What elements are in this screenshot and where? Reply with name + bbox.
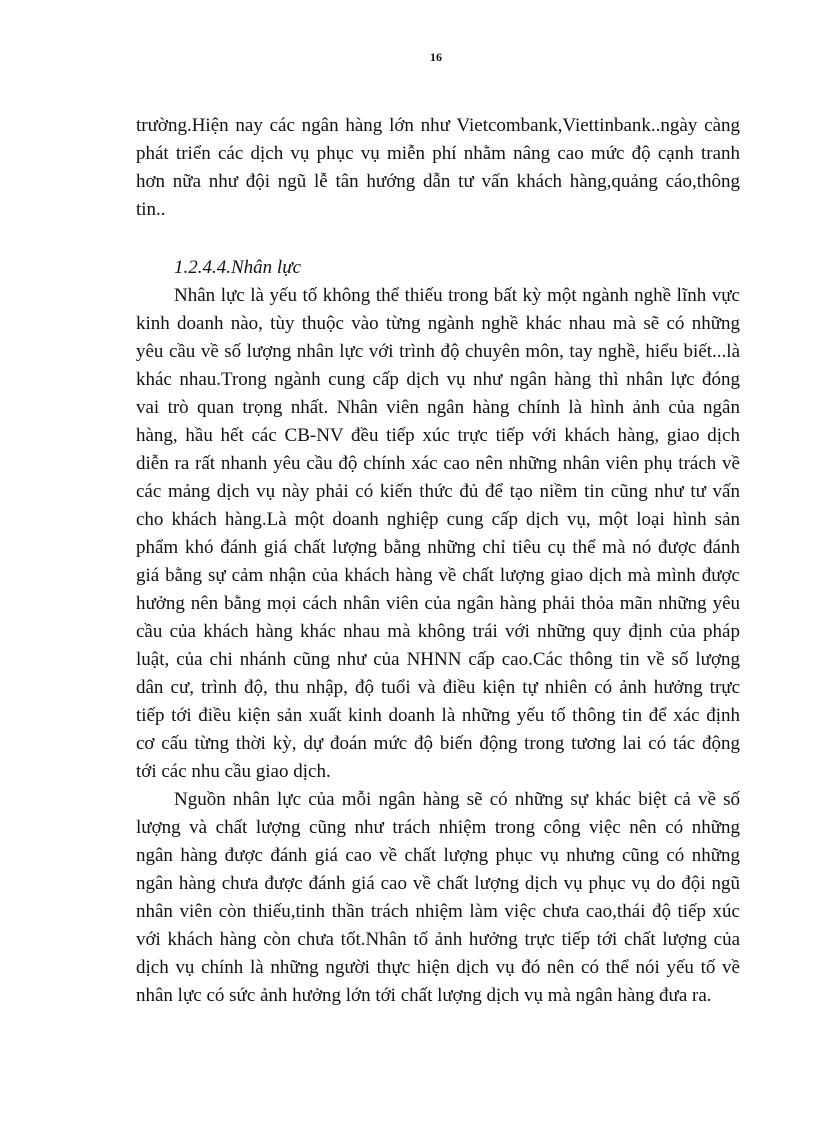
paragraph-line: vai trò quan trọng nhất. Nhân viên ngân hàng chính là hình ảnh của ngân — [136, 397, 740, 418]
paragraph-line: Nguồn nhân lực của mỗi ngân hàng sẽ có những sự khác biệt cả về số — [174, 789, 740, 810]
paragraph-line: với khách hàng còn chưa tốt.Nhân tố ảnh hưởng trực tiếp tới chất lượng của — [136, 929, 740, 950]
paragraph-line: hưởng nên bằng mọi cách nhân viên của ngân hàng phải thỏa mãn những yêu — [136, 593, 740, 614]
paragraph-line: giá bằng sự cảm nhận của khách hàng về chất lượng giao dịch mà mình được — [136, 565, 740, 586]
paragraph-line: tiếp tới điều kiện sản xuất kinh doanh là những yếu tố thông tin để xác định — [136, 705, 740, 726]
paragraph-line: trường.Hiện nay các ngân hàng lớn như Vietcombank,Viettinbank..ngày càng — [136, 115, 740, 136]
paragraph-line: ngân hàng được đánh giá cao về chất lượng phục vụ nhưng cũng có những — [136, 845, 740, 866]
section-heading: 1.2.4.4.Nhân lực — [174, 257, 301, 278]
paragraph-line: cầu của khách hàng khác nhau mà không trái với những quy định của pháp — [136, 621, 740, 642]
paragraph-line: kinh doanh nào, tùy thuộc vào từng ngành nghề khác nhau mà sẽ có những — [136, 313, 740, 334]
paragraph-line: luật, của chi nhánh cũng như của NHNN cấp cao.Các thông tin về số lượng — [136, 649, 740, 670]
page-number: 16 — [430, 50, 442, 64]
paragraph-line: dân cư, trình độ, thu nhập, độ tuổi và điều kiện tự nhiên có ảnh hưởng trực — [136, 677, 740, 698]
paragraph-line: ngân hàng chưa được đánh giá cao về chất lượng dịch vụ phục vụ do đội ngũ — [136, 873, 740, 894]
paragraph-line: hàng, hầu hết các CB-NV đều tiếp xúc trực tiếp với khách hàng, giao dịch — [136, 425, 740, 446]
paragraph-line: tin.. — [136, 199, 166, 220]
paragraph-line: khác nhau.Trong ngành cung cấp dịch vụ như ngân hàng thì nhân lực đóng — [136, 369, 740, 390]
paragraph-line: hơn nữa như đội ngũ lễ tân hướng dẫn tư vấn khách hàng,quảng cáo,thông — [136, 171, 740, 192]
paragraph-line: cho khách hàng.Là một doanh nghiệp cung cấp dịch vụ, một loại hình sản — [136, 509, 740, 530]
paragraph-line: phát triển các dịch vụ phục vụ miễn phí nhằm nâng cao mức độ cạnh tranh — [136, 143, 740, 164]
paragraph-line: lượng và chất lượng cũng như trách nhiệm trong công việc nên có những — [136, 817, 740, 838]
paragraph-line: nhân lực có sức ảnh hưởng lớn tới chất lượng dịch vụ mà ngân hàng đưa ra. — [136, 985, 712, 1006]
paragraph-line: nhân viên còn thiếu,tinh thần trách nhiệm làm việc chưa cao,thái độ tiếp xúc — [136, 901, 740, 922]
paragraph-line: Nhân lực là yếu tố không thể thiếu trong bất kỳ một ngành nghề lĩnh vực — [174, 285, 740, 306]
paragraph-line: cơ cấu từng thời kỳ, dự đoán mức độ biến động trong tương lai có tác động — [136, 733, 740, 754]
paragraph-line: yêu cầu về số lượng nhân lực với trình độ chuyên môn, tay nghề, hiểu biết...là — [136, 341, 740, 362]
paragraph-line: tới các nhu cầu giao dịch. — [136, 761, 331, 782]
paragraph-line: dịch vụ chính là những người thực hiện dịch vụ đó nên có thể nói yếu tố về — [136, 957, 740, 978]
paragraph-line: các mảng dịch vụ này phải có kiến thức đủ để tạo niềm tin cũng như tư vấn — [136, 481, 740, 502]
paragraph-line: phẩm khó đánh giá chất lượng bằng những chỉ tiêu cụ thể mà nó được đánh — [136, 537, 740, 558]
paragraph-line: diễn ra rất nhanh yêu cầu độ chính xác cao nên những nhân viên phụ trách về — [136, 453, 740, 474]
